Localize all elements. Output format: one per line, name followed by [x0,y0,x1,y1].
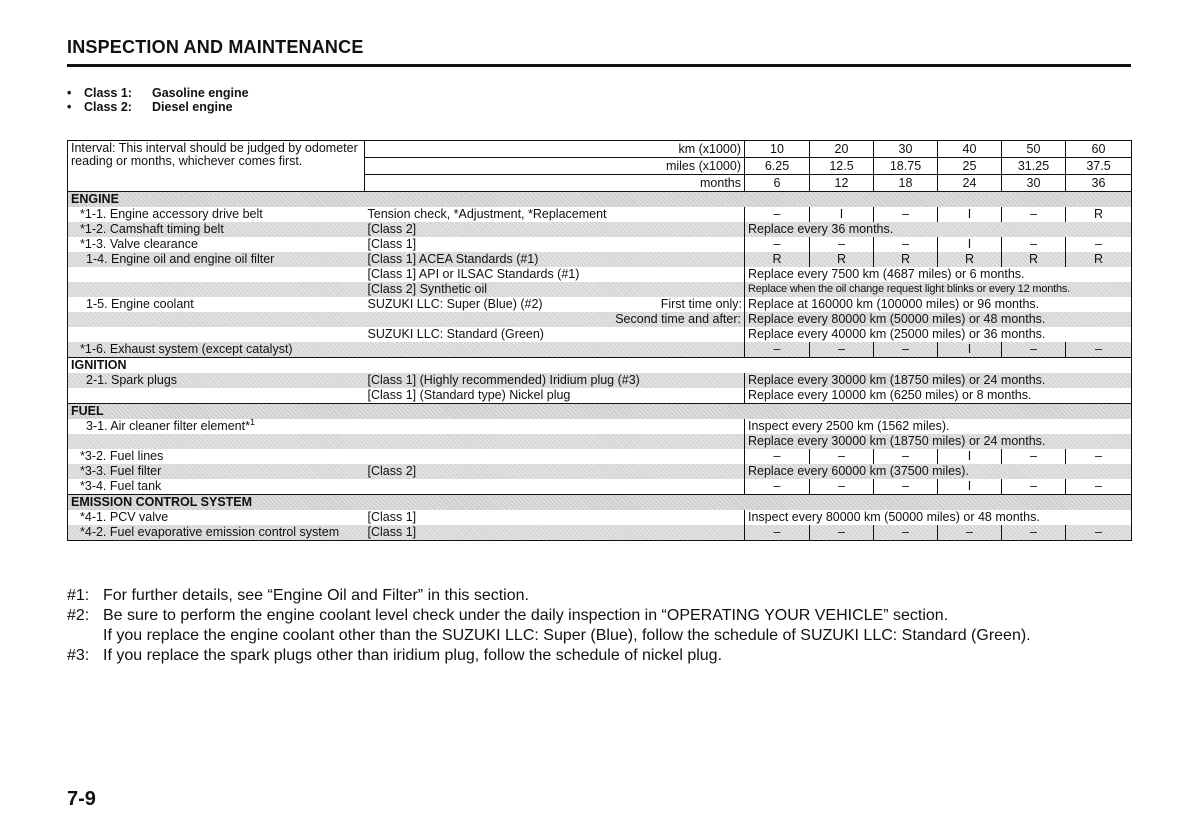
table-row [68,525,1132,541]
page-number: 7-9 [67,788,96,810]
item-detail: SUZUKI LLC: Standard (Green) [367,327,544,341]
footnotes [67,586,1031,666]
footnote-text: Be sure to perform the engine coolant level check under the daily inspection in “OPERATING YOUR VEHICLE” section. [103,607,949,624]
item-name: *1-2. Camshaft timing belt [68,222,365,237]
interval-cell: – [1066,525,1132,541]
interval-cell: R [810,252,874,267]
interval-cell: – [874,342,938,358]
item-name: *3-3. Fuel filter [68,464,365,479]
interval-value: 20 [810,141,874,158]
item-detail: [Class 1] (Highly recommended) Iridium plug (#3) [365,373,745,388]
schedule-text: Replace every 30000 km (18750 miles) or 24 months. [745,434,1132,449]
item-detail: Tension check, *Adjustment, *Replacement [367,207,607,221]
interval-value: 30 [874,141,938,158]
interval-cell: R [1066,252,1132,267]
interval-cell: R [745,252,810,267]
interval-value: 31.25 [1002,158,1066,175]
interval-cell: – [1002,525,1066,541]
interval-cell: – [874,449,938,464]
section-row-fuel [68,404,1132,420]
section-title: EMISSION CONTROL SYSTEM [68,495,1132,511]
schedule-text: Replace every 80000 km (50000 miles) or 48 months. [745,312,1132,327]
item-name: *1-6. Exhaust system (except catalyst) [68,342,745,358]
item-name: 2-1. Spark plugs [68,373,365,388]
class-description: Diesel engine [152,100,233,114]
interval-cell: R [1066,207,1132,222]
footnote [67,586,1031,606]
schedule-text: Replace every 30000 km (18750 miles) or 24 months. [745,373,1132,388]
footnote [67,606,1031,626]
item-name: 1-5. Engine coolant [68,297,365,312]
interval-cell: – [810,479,874,495]
section-row-ignition [68,358,1132,374]
table-row [68,267,1132,282]
item-detail: [Class 2] [365,222,745,237]
table-row [68,510,1132,525]
item-name: *1-3. Valve clearance [68,237,365,252]
item-detail: [Class 1] (Standard type) Nickel plug [367,388,571,402]
interval-cell: I [938,449,1002,464]
class-legend-item [67,86,249,100]
interval-cell: – [1002,342,1066,358]
interval-cell: – [1066,342,1132,358]
table-row [68,222,1132,237]
interval-cell: – [1066,237,1132,252]
interval-note: First time only: [660,297,742,311]
interval-cell: – [810,342,874,358]
interval-cell: – [745,479,810,495]
item-detail: [Class 1] ACEA Standards (#1) [365,252,745,267]
interval-cell: – [745,342,810,358]
schedule-text: Replace every 36 months. [745,222,1132,237]
item-detail: [Class 1] API or ILSAC Standards (#1) [367,267,580,281]
footnote-text: If you replace the spark plugs other than iridium plug, follow the schedule of nickel plug. [103,647,723,664]
interval-cell: – [810,449,874,464]
item-detail: [Class 2] [365,464,745,479]
bullet-icon: • [67,100,72,114]
interval-note: Interval: This interval should be judged by odometer reading or months, whichever comes first. [68,141,365,192]
footnote-marker: 1 [249,419,255,427]
interval-cell: – [874,207,938,222]
section-title: ENGINE [68,192,1132,208]
interval-cell: – [745,237,810,252]
item-detail: [Class 1] [367,237,417,251]
footnote-tag: #3: [67,647,90,664]
interval-value: 30 [1002,175,1066,192]
schedule-text: Replace when the oil change request light blinks or every 12 months. [745,282,1132,297]
interval-cell: – [745,449,810,464]
interval-cell: – [745,207,810,222]
interval-value: 18.75 [874,158,938,175]
interval-cell: – [874,479,938,495]
item-detail: SUZUKI LLC: Super (Blue) (#2) [367,297,543,311]
schedule-text: Replace every 60000 km (37500 miles). [745,464,1132,479]
item-name: *4-2. Fuel evaporative emission control system [68,525,365,541]
interval-cell: – [1066,449,1132,464]
interval-value: 60 [1066,141,1132,158]
interval-value: 18 [874,175,938,192]
interval-cell: – [1002,207,1066,222]
item-detail: [Class 2] Synthetic oil [365,282,745,297]
footnote [67,626,1031,646]
interval-value: 12.5 [810,158,874,175]
unit-label: km (x1000) [365,141,745,158]
interval-cell: I [938,207,1002,222]
footnote [67,646,1031,666]
unit-label: months [365,175,745,192]
class-legend [67,86,249,114]
schedule-text: Replace every 40000 km (25000 miles) or 36 months. [745,327,1132,342]
table-row [68,434,1132,449]
class-label: Class 2: [84,100,132,114]
schedule-text: Replace every 10000 km (6250 miles) or 8 months. [745,388,1132,404]
interval-cell: – [874,525,938,541]
item-name: *3-4. Fuel tank [68,479,365,495]
interval-value: 37.5 [1066,158,1132,175]
item-name: 1-4. Engine oil and engine oil filter [68,252,365,267]
interval-value: 6.25 [745,158,810,175]
interval-cell: – [1002,449,1066,464]
section-row-engine [68,192,1132,208]
table-row [68,207,1132,222]
title-rule [67,64,1131,67]
item-detail: [Class 1] [365,525,745,541]
interval-cell: – [1066,479,1132,495]
footnote-text: For further details, see “Engine Oil and Filter” in this section. [103,587,529,604]
interval-cell: – [938,525,1002,541]
footnote-text: If you replace the engine coolant other than the SUZUKI LLC: Super (Blue), follow the schedule of SUZUKI LLC: Standard (Green). [103,627,1031,644]
class-legend-item [67,100,249,114]
interval-value: 25 [938,158,1002,175]
schedule-text: Replace at 160000 km (100000 miles) or 96 months. [745,297,1132,312]
footnote-tag [67,626,103,646]
class-description: Gasoline engine [152,86,249,100]
page-title: INSPECTION AND MAINTENANCE [67,37,364,57]
table-row [68,479,1132,495]
item-detail: [Class 1] [367,510,417,524]
interval-cell: R [1002,252,1066,267]
schedule-text: Replace every 7500 km (4687 miles) or 6 months. [745,267,1132,282]
interval-cell: I [938,342,1002,358]
interval-cell: – [745,525,810,541]
table-row [68,282,1132,297]
maintenance-schedule-table [67,140,1132,541]
interval-cell: R [874,252,938,267]
table-row [68,419,1132,434]
footnote-tag: #1: [67,587,90,604]
table-row [68,237,1132,252]
interval-cell: – [810,237,874,252]
interval-cell: – [1002,237,1066,252]
header-row-km [68,141,1132,158]
unit-label: miles (x1000) [365,158,745,175]
interval-cell: I [938,237,1002,252]
table-row [68,449,1132,464]
interval-value: 24 [938,175,1002,192]
interval-value: 50 [1002,141,1066,158]
item-name: *4-1. PCV valve [68,510,365,525]
item-name: *1-1. Engine accessory drive belt [68,207,365,222]
schedule-text: Inspect every 80000 km (50000 miles) or 48 months. [745,510,1132,525]
interval-cell: I [810,207,874,222]
interval-note: Second time and after: [365,312,745,327]
table-row [68,327,1132,342]
interval-cell: – [810,525,874,541]
table-row [68,373,1132,388]
table-row [68,464,1132,479]
interval-cell: R [938,252,1002,267]
table-row [68,312,1132,327]
schedule-text: Inspect every 2500 km (1562 miles). [745,419,1132,434]
item-name: *3-2. Fuel lines [68,449,365,464]
table-row [68,388,1132,404]
interval-value: 12 [810,175,874,192]
section-title: FUEL [68,404,1132,420]
interval-cell: – [1002,479,1066,495]
interval-value: 6 [745,175,810,192]
footnote-tag: #2: [67,607,90,624]
interval-value: 10 [745,141,810,158]
item-name: 3-1. Air cleaner filter element* [86,419,250,433]
interval-cell: – [874,237,938,252]
interval-cell: I [938,479,1002,495]
interval-value: 40 [938,141,1002,158]
bullet-icon: • [67,86,72,100]
table-row [68,252,1132,267]
table-row [68,342,1132,358]
table-row [68,297,1132,312]
section-title: IGNITION [68,358,1132,374]
interval-value: 36 [1066,175,1132,192]
class-label: Class 1: [84,86,132,100]
section-row-emission [68,495,1132,511]
